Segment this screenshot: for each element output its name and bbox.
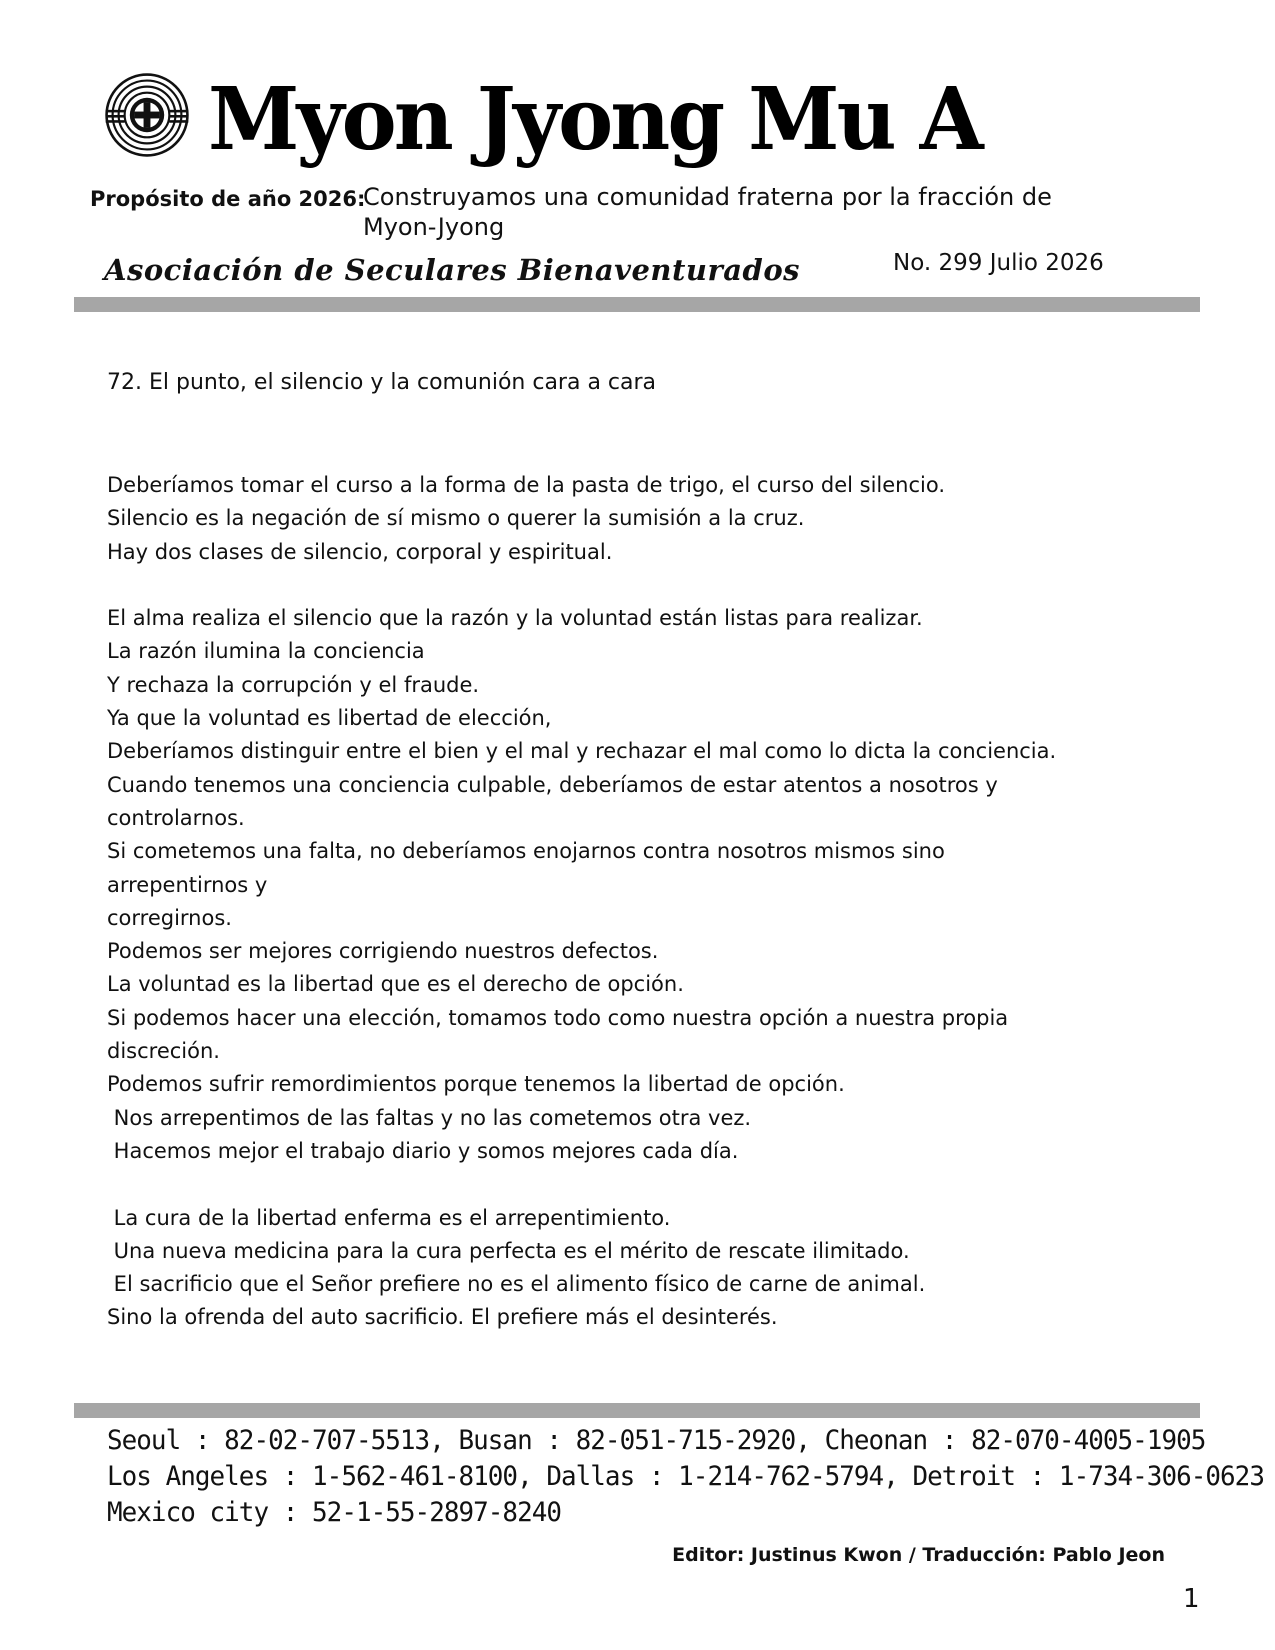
- purpose-text-line: Construyamos una comunidad fraterna por la fracción de: [363, 183, 1052, 211]
- paragraph-gap: [107, 569, 1187, 602]
- body-line: Si cometemos una falta, no deberíamos enojarnos contra nosotros mismos sino: [107, 839, 945, 864]
- header-divider: [74, 297, 1200, 312]
- article-title: 72. El punto, el silencio y la comunión cara a cara: [107, 370, 657, 395]
- body-line: Deberíamos distinguir entre el bien y el mal y rechazar el mal como lo dicta la conciencia.: [107, 739, 1057, 764]
- purpose-label: Propósito de año 2026:: [90, 187, 366, 211]
- body-line: Sino la ofrenda del auto sacrificio. El prefiere más el desinterés.: [107, 1305, 778, 1330]
- body-line: La cura de la libertad enferma es el arrepentimiento.: [107, 1205, 671, 1230]
- body-line: discreción.: [107, 1039, 220, 1064]
- body-line: Deberíamos tomar el curso a la forma de la pasta de trigo, el curso del silencio.: [107, 473, 946, 497]
- emblem-icon: [104, 72, 190, 158]
- contact-line: Los Angeles : 1-562-461-8100, Dallas : 1-214-762-5794, Detroit : 1-734-306-0623: [107, 1461, 1264, 1492]
- body-line: Una nueva medicina para la cura perfecta es el mérito de rescate ilimitado.: [107, 1238, 910, 1263]
- body-line: controlarnos.: [107, 805, 245, 830]
- purpose-text-line: Myon-Jyong: [363, 213, 505, 241]
- body-line: Podemos sufrir remordimientos porque tenemos la libertad de opción.: [107, 1072, 845, 1097]
- masthead-title: Myon Jyong Mu A: [208, 69, 981, 170]
- body-line: Podemos ser mejores corrigiendo nuestros defectos.: [107, 939, 659, 964]
- paragraph-gap: [107, 1168, 1187, 1201]
- body-line: Hacemos mejor el trabajo diario y somos mejores cada día.: [107, 1138, 739, 1163]
- footer-divider: [74, 1403, 1200, 1418]
- purpose-text: [363, 182, 1123, 242]
- body-line: arrepentirnos y: [107, 872, 268, 897]
- body-line: Cuando tenemos una conciencia culpable, deberíamos de estar atentos a nosotros y: [107, 772, 998, 797]
- contact-list: [107, 1423, 1264, 1531]
- contact-line: Seoul : 82-02-707-5513, Busan : 82-051-715-2920, Cheonan : 82-070-4005-1905: [107, 1425, 1206, 1456]
- article-body: [107, 469, 1187, 1335]
- body-line: El sacrificio que el Señor prefiere no es el alimento físico de carne de animal.: [107, 1272, 926, 1297]
- body-line: La voluntad es la libertad que es el derecho de opción.: [107, 972, 684, 997]
- association-name: Asociación de Seculares Bienaventurados: [104, 253, 800, 287]
- editor-credit: Editor: Justinus Kwon / Traducción: Pablo Jeon: [672, 1544, 1165, 1566]
- body-line: Hay dos clases de silencio, corporal y espiritual.: [107, 539, 613, 564]
- body-line: La razón ilumina la conciencia: [107, 639, 425, 664]
- issue-number: No. 299 Julio 2026: [893, 250, 1104, 276]
- body-line: Silencio es la negación de sí mismo o querer la sumisión a la cruz.: [107, 506, 805, 531]
- contact-line: Mexico city : 52-1-55-2897-8240: [107, 1497, 562, 1528]
- body-line: Y rechaza la corrupción y el fraude.: [107, 672, 480, 697]
- body-line: Nos arrepentimos de las faltas y no las cometemos otra vez.: [107, 1105, 752, 1130]
- body-line: Ya que la voluntad es libertad de elección,: [107, 706, 552, 731]
- body-line: corregirnos.: [107, 905, 232, 930]
- body-line: El alma realiza el silencio que la razón y la voluntad están listas para realizar.: [107, 606, 923, 631]
- page-number: 1: [1183, 1584, 1200, 1614]
- body-line: Si podemos hacer una elección, tomamos todo como nuestra opción a nuestra propia: [107, 1005, 1009, 1030]
